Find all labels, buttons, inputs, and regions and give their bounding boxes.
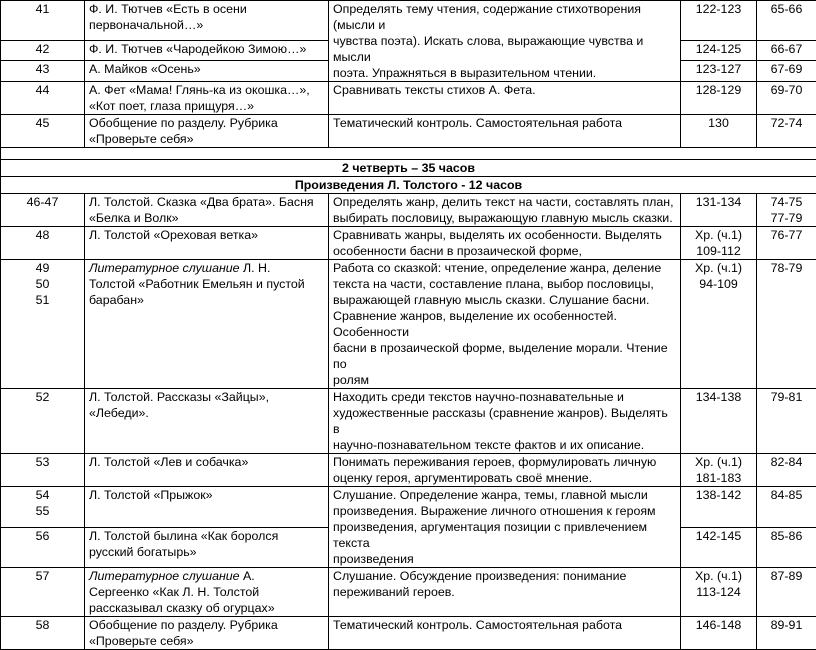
table-row (1, 227, 816, 260)
lesson-topic (85, 260, 329, 389)
lesson-topic (85, 227, 329, 260)
lesson-activity-line: оценку героя, аргументировать своё мнение. (333, 470, 676, 486)
lesson-activity (329, 568, 681, 617)
textbook-pages (681, 40, 757, 61)
lesson-number-line: 49 (5, 260, 80, 276)
workbook-pages-line: 82-84 (761, 454, 812, 470)
workbook-pages-line: 74-75 (761, 194, 812, 210)
spacer-cell (1, 148, 816, 160)
lesson-topic-line: рассказывал сказку об огурцах» (89, 600, 324, 616)
lesson-activity-line: басни в прозаической форме, выделение морали. Чтение по (333, 340, 676, 372)
lesson-activity (329, 115, 681, 148)
lesson-topic-line: Ф. И. Тютчев «Есть в осени (89, 1, 324, 17)
lesson-activity-line: выбирать пословицу, выражающую главную мысль сказки. (333, 210, 676, 226)
lesson-activity-line: ролям (333, 372, 676, 388)
workbook-pages-line: 85-86 (761, 528, 812, 544)
table-row (1, 389, 816, 454)
lesson-topic-line (89, 568, 324, 584)
textbook-pages (681, 487, 757, 528)
table-row (1, 487, 816, 528)
lesson-activity-line: Работа со сказкой: чтение, определение жанра, деление (333, 260, 676, 276)
workbook-pages-line: 87-89 (761, 568, 812, 584)
lesson-activity-line: научно-познавательном тексте фактов и их описание. (333, 437, 676, 453)
lesson-number (1, 194, 85, 227)
textbook-pages (681, 194, 757, 227)
workbook-pages (757, 115, 816, 148)
lesson-topic-line: Л. Толстой «Прыжок» (89, 487, 324, 503)
lesson-topic-line: А. Майков «Осень» (89, 61, 324, 77)
lesson-topic-line: «Проверьте себя» (89, 633, 324, 649)
lesson-activity-line: Определять жанр, делить текст на части, составлять план, (333, 194, 676, 210)
lesson-topic (85, 568, 329, 617)
lesson-activity-line: произведения (333, 551, 676, 567)
lesson-activity (329, 1, 681, 82)
lesson-topic-line: русский богатырь» (89, 544, 324, 560)
lesson-number-line: 57 (5, 568, 80, 584)
lesson-number-line: 46-47 (5, 194, 80, 210)
workbook-pages-line: 77-79 (761, 210, 812, 226)
table-row (1, 454, 816, 487)
workbook-pages (757, 454, 816, 487)
lesson-activity-line: Тематический контроль. Самостоятельная работа (333, 617, 676, 633)
lesson-topic-line: А. Фет «Мама! Глянь-ка из окошка…», (89, 82, 324, 98)
lesson-activity-line: чувства поэта). Искать слова, выражающие чувства и мысли (333, 33, 676, 65)
textbook-pages-line: 134-138 (685, 389, 752, 405)
lesson-number (1, 61, 85, 82)
lesson-activity-line: поэта. Упражняться в выразительном чтении. (333, 65, 676, 81)
lesson-activity-line: Сравнение жанров, выделение их особенностей. Особенности (333, 308, 676, 340)
lesson-topic-line (89, 260, 324, 276)
workbook-pages (757, 227, 816, 260)
textbook-pages (681, 260, 757, 389)
lesson-topic-line: «Лебеди». (89, 405, 324, 421)
textbook-pages-line: 122-123 (685, 1, 752, 17)
textbook-pages-line: Хр. (ч.1) (685, 227, 752, 243)
textbook-pages (681, 115, 757, 148)
textbook-pages-line: 181-183 (685, 470, 752, 486)
lesson-number-line: 51 (5, 292, 80, 308)
lesson-topic (85, 617, 329, 650)
lesson-number-line: 43 (5, 61, 80, 77)
lesson-number-line: 45 (5, 115, 80, 131)
table-row (1, 82, 816, 115)
lesson-topic-line: Л. Толстой. Рассказы «Зайцы», (89, 389, 324, 405)
lesson-topic-text: Л. Н. (240, 261, 271, 275)
lesson-activity-line: Слушание. Обсуждение произведения: понимание (333, 568, 676, 584)
workbook-pages (757, 617, 816, 650)
textbook-pages-line: 123-127 (685, 61, 752, 77)
lesson-number-line: 42 (5, 41, 80, 57)
textbook-pages-line: 109-112 (685, 243, 752, 259)
lesson-number-line: 58 (5, 617, 80, 633)
table-row (1, 568, 816, 617)
section-heading-row (1, 177, 816, 194)
table-row (1, 617, 816, 650)
lesson-topic-line: барабан» (89, 292, 324, 308)
textbook-pages (681, 617, 757, 650)
lesson-activity-line: особенности басни в прозаической форме, (333, 243, 676, 259)
lesson-number (1, 82, 85, 115)
workbook-pages-line: 69-70 (761, 82, 812, 98)
workbook-pages (757, 487, 816, 528)
lesson-topic (85, 115, 329, 148)
lesson-activity-line: произведения. Выражение личного отношения к героям (333, 503, 676, 519)
workbook-pages (757, 260, 816, 389)
workbook-pages (757, 82, 816, 115)
workbook-pages-line: 89-91 (761, 617, 812, 633)
lesson-activity-line: Понимать переживания героев, формулировать личную (333, 454, 676, 470)
lesson-topic (85, 527, 329, 568)
lesson-number-line: 56 (5, 528, 80, 544)
textbook-pages-line: 130 (685, 115, 752, 131)
lesson-activity (329, 194, 681, 227)
textbook-pages (681, 568, 757, 617)
workbook-pages-line: 72-74 (761, 115, 812, 131)
lesson-topic (85, 82, 329, 115)
workbook-pages (757, 194, 816, 227)
lesson-topic (85, 61, 329, 82)
textbook-pages (681, 227, 757, 260)
lesson-activity-line: Находить среди текстов научно-познавательные и (333, 389, 676, 405)
lesson-topic (85, 487, 329, 528)
workbook-pages (757, 1, 816, 41)
workbook-pages-line: 76-77 (761, 227, 812, 243)
textbook-pages (681, 61, 757, 82)
workbook-pages-line: 65-66 (761, 1, 812, 17)
lesson-topic-line: первоначальной…» (89, 17, 324, 33)
lesson-activity-line: Слушание. Определение жанра, темы, главной мысли (333, 487, 676, 503)
workbook-pages (757, 527, 816, 568)
lesson-topic-line: Обобщение по разделу. Рубрика (89, 617, 324, 633)
lesson-activity (329, 389, 681, 454)
lesson-topic (85, 1, 329, 41)
workbook-pages-line: 66-67 (761, 41, 812, 57)
textbook-pages-line: 138-142 (685, 487, 752, 503)
lesson-topic-line: Ф. И. Тютчев «Чародейкою Зимою…» (89, 41, 324, 57)
lesson-topic-line: Л. Толстой «Ореховая ветка» (89, 227, 324, 243)
lesson-activity-line: Сравнивать жанры, выделять их особенности. Выделять (333, 227, 676, 243)
textbook-pages (681, 1, 757, 41)
lesson-activity-line: Определять тему чтения, содержание стихотворения (мысли и (333, 1, 676, 33)
lesson-topic (85, 194, 329, 227)
workbook-pages (757, 568, 816, 617)
lesson-number-line: 52 (5, 389, 80, 405)
lesson-number-line: 54 (5, 487, 80, 503)
quarter-heading: 2 четверть – 35 часов (1, 160, 816, 177)
lesson-topic-line: «Белка и Волк» (89, 210, 324, 226)
lesson-activity-line: произведения, аргументация позиции с привлечением текста (333, 519, 676, 551)
lesson-number-line: 41 (5, 1, 80, 17)
lesson-topic-line: Сергеенко «Как Л. Н. Толстой (89, 584, 324, 600)
lesson-topic-line: «Кот поет, глаза прищуря…» (89, 98, 324, 114)
lesson-topic-line: Л. Толстой. Сказка «Два брата». Басня (89, 194, 324, 210)
lesson-topic (85, 454, 329, 487)
lesson-number (1, 454, 85, 487)
lesson-topic-line: «Проверьте себя» (89, 131, 324, 147)
table-row (1, 260, 816, 389)
textbook-pages-line: 113-124 (685, 584, 752, 600)
italic-lead: Литературное слушание (89, 569, 240, 583)
lesson-number-line: 44 (5, 82, 80, 98)
lesson-activity (329, 227, 681, 260)
lesson-number (1, 527, 85, 568)
lesson-number-line: 53 (5, 454, 80, 470)
section-heading: Произведения Л. Толстого - 12 часов (1, 177, 816, 194)
lesson-activity-line: художественные рассказы (сравнение жанров). Выделять в (333, 405, 676, 437)
textbook-pages (681, 527, 757, 568)
lesson-number (1, 568, 85, 617)
textbook-pages (681, 454, 757, 487)
textbook-pages-line: Хр. (ч.1) (685, 260, 752, 276)
lesson-number-line: 48 (5, 227, 80, 243)
quarter-heading-row (1, 160, 816, 177)
lesson-activity (329, 454, 681, 487)
lesson-topic-line: Обобщение по разделу. Рубрика (89, 115, 324, 131)
lesson-number (1, 389, 85, 454)
lesson-number (1, 115, 85, 148)
lesson-activity-line: Сравнивать тексты стихов А. Фета. (333, 82, 676, 98)
workbook-pages (757, 389, 816, 454)
textbook-pages (681, 389, 757, 454)
lesson-number (1, 487, 85, 528)
lesson-topic (85, 40, 329, 61)
lesson-number-line: 55 (5, 503, 80, 519)
lesson-topic-line: Л. Толстой былина «Как боролся (89, 528, 324, 544)
textbook-pages-line: 142-145 (685, 528, 752, 544)
spacer-row (1, 148, 816, 160)
lesson-topic (85, 389, 329, 454)
lesson-activity (329, 260, 681, 389)
lesson-topic-line: Л. Толстой «Лев и собачка» (89, 454, 324, 470)
textbook-pages-line: Хр. (ч.1) (685, 454, 752, 470)
lesson-number (1, 1, 85, 41)
lesson-topic-line: Толстой «Работник Емельян и пустой (89, 276, 324, 292)
textbook-pages-line: 94-109 (685, 276, 752, 292)
lesson-topic-text: А. (240, 569, 255, 583)
table-row (1, 194, 816, 227)
italic-lead: Литературное слушание (89, 261, 240, 275)
lesson-activity (329, 487, 681, 568)
textbook-pages-line: 131-134 (685, 194, 752, 210)
workbook-pages-line: 79-81 (761, 389, 812, 405)
lesson-number (1, 40, 85, 61)
textbook-pages (681, 82, 757, 115)
lesson-number-line: 50 (5, 276, 80, 292)
textbook-pages-line: 128-129 (685, 82, 752, 98)
workbook-pages-line: 78-79 (761, 260, 812, 276)
workbook-pages-line: 67-69 (761, 61, 812, 77)
workbook-pages-line: 84-85 (761, 487, 812, 503)
table-row (1, 1, 816, 41)
lesson-activity (329, 82, 681, 115)
table-row (1, 115, 816, 148)
lesson-activity-line: выражающей главную мысль сказки. Слушание басни. (333, 292, 676, 308)
workbook-pages (757, 40, 816, 61)
textbook-pages-line: Хр. (ч.1) (685, 568, 752, 584)
lesson-activity-line: Тематический контроль. Самостоятельная работа (333, 115, 676, 131)
lesson-activity-line: текста на части, составление плана, выбор пословицы, (333, 276, 676, 292)
workbook-pages (757, 61, 816, 82)
lesson-number (1, 260, 85, 389)
lesson-activity-line: переживаний героев. (333, 584, 676, 600)
lesson-activity (329, 617, 681, 650)
lesson-number (1, 617, 85, 650)
lesson-number (1, 227, 85, 260)
textbook-pages-line: 146-148 (685, 617, 752, 633)
textbook-pages-line: 124-125 (685, 41, 752, 57)
